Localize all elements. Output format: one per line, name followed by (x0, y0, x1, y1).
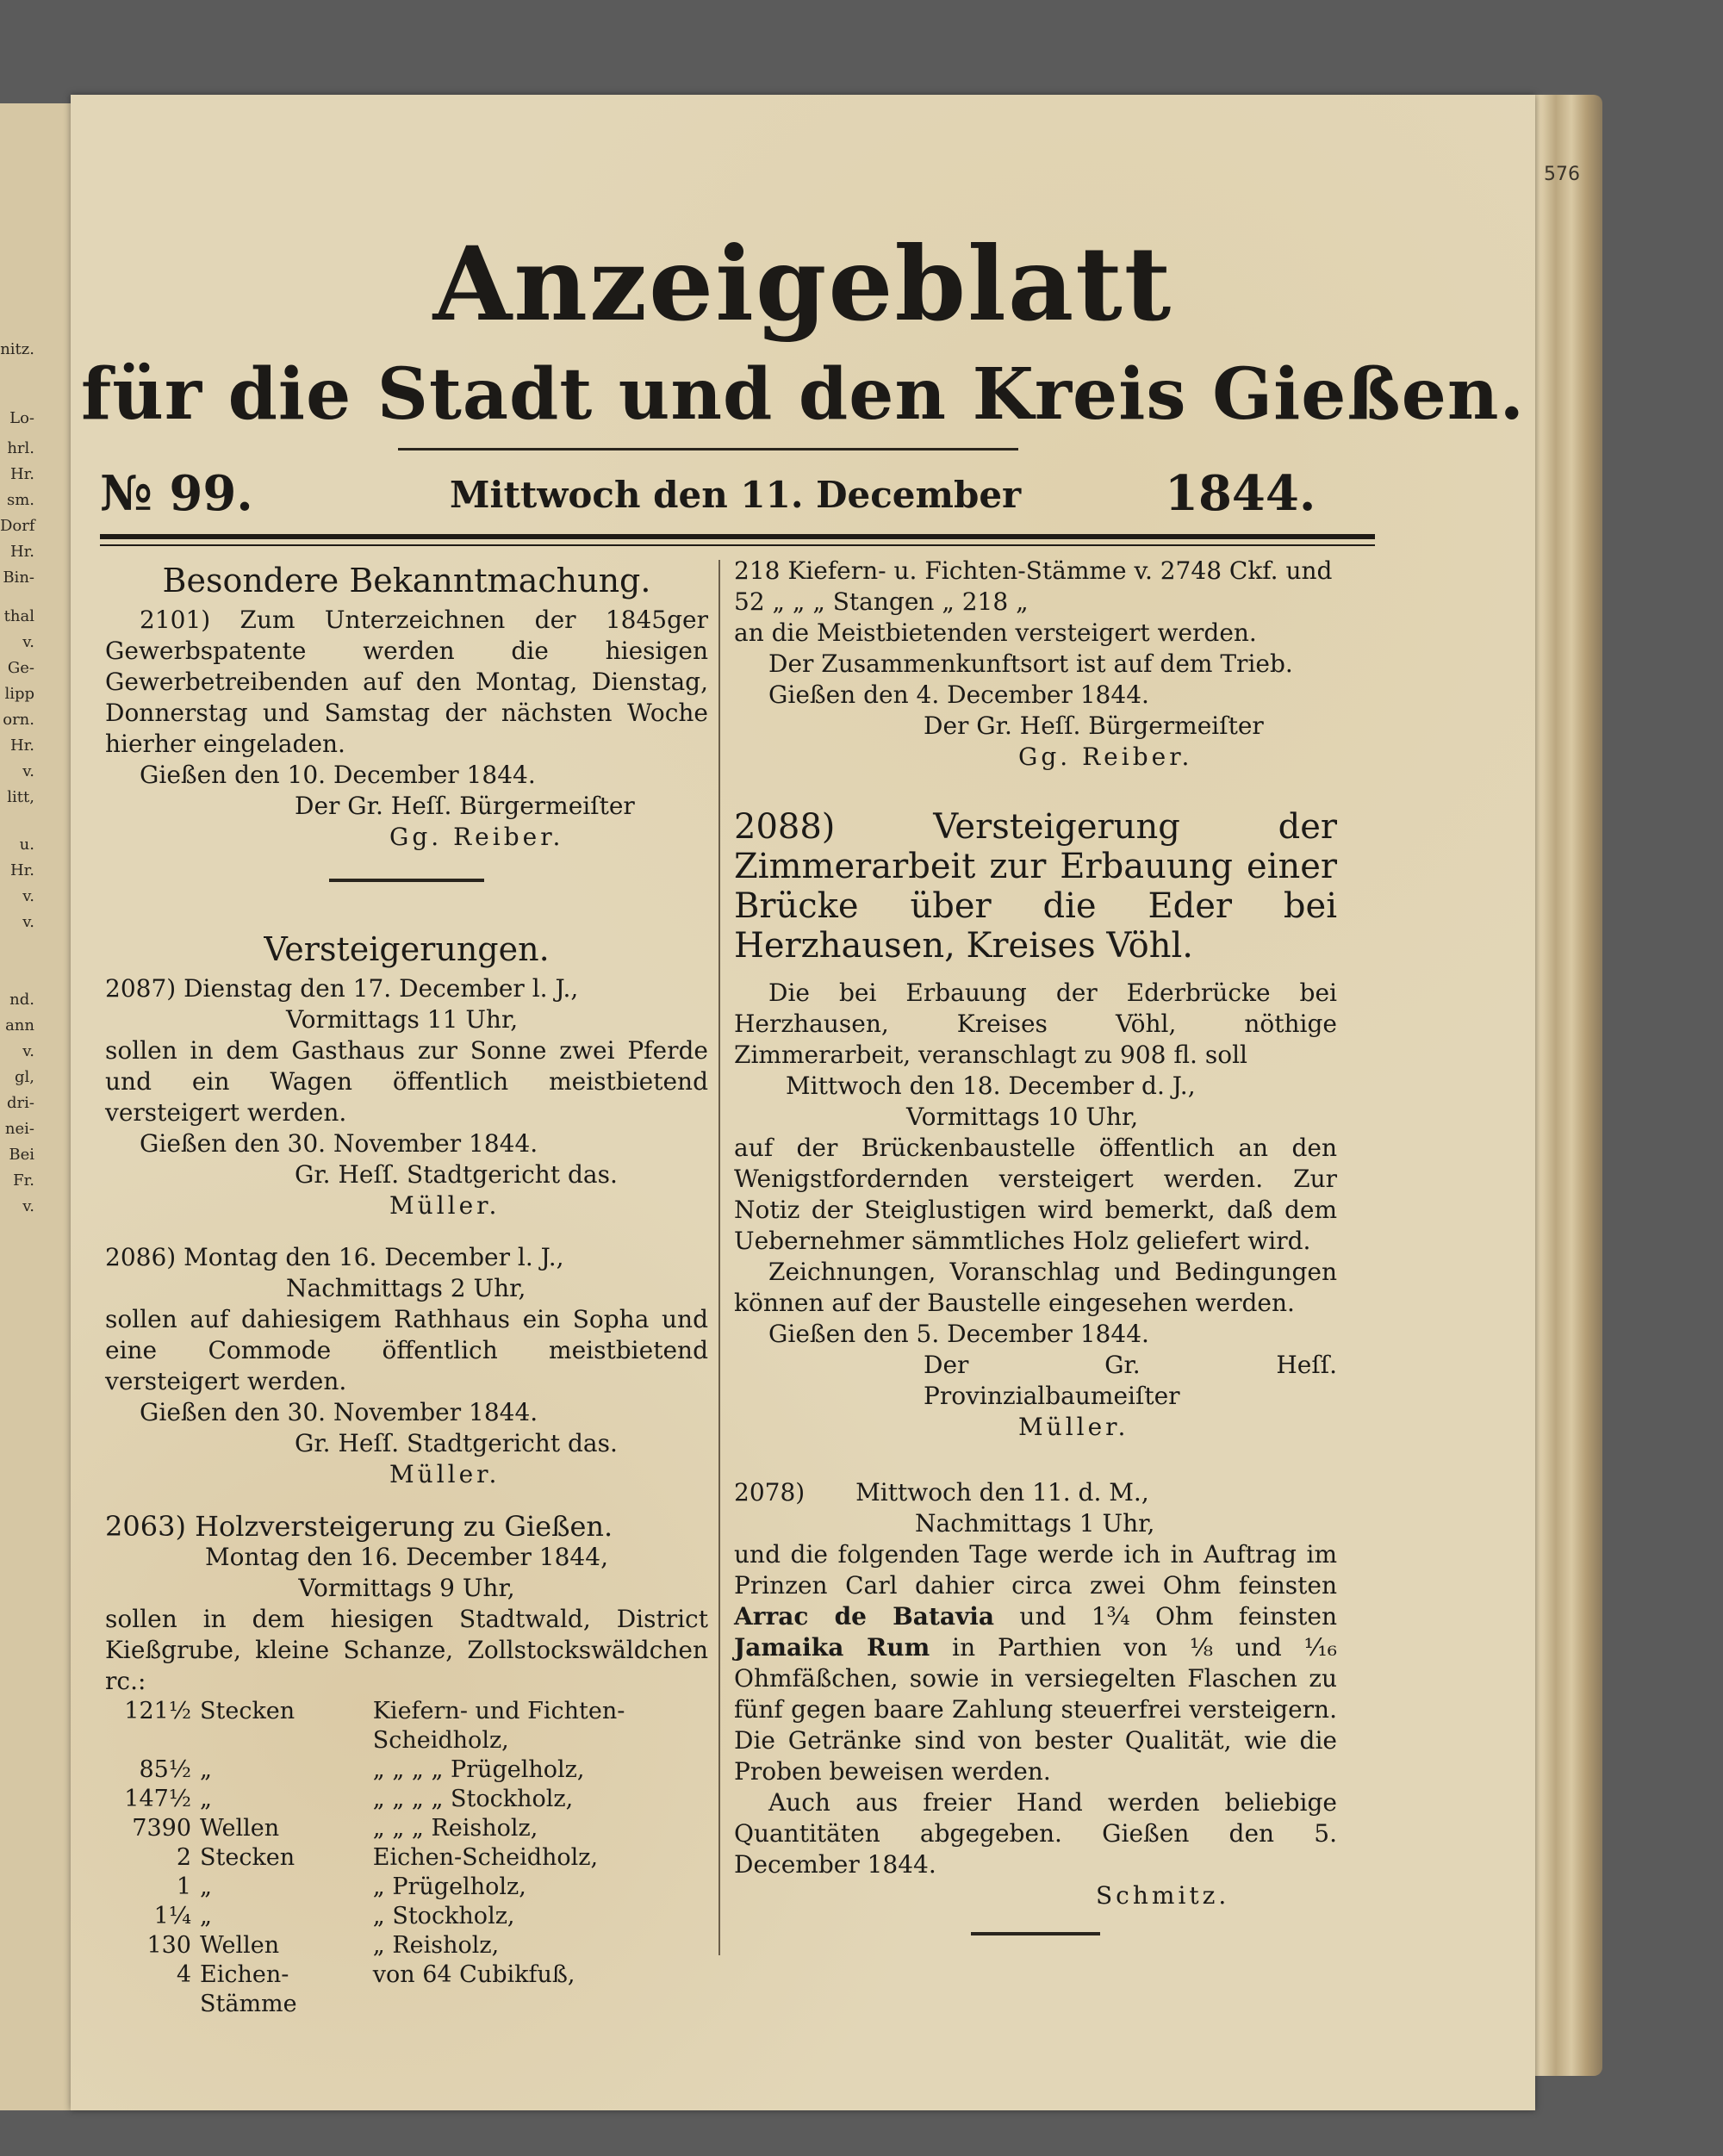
notice-number: 2063) (105, 1510, 186, 1543)
left-fragment: Dorf (0, 517, 35, 535)
notice-place-date: Gießen den 30. November 1844. (140, 1129, 538, 1158)
notice-title: Holzversteigerung zu Gießen. (195, 1510, 613, 1543)
left-fragment: thal (3, 607, 34, 625)
inventory-desc: „ Prügelholz, (372, 1873, 526, 1900)
section-rule (971, 1932, 1100, 1935)
dateline-rule (100, 534, 1375, 539)
notice-time: Nachmittags 2 Uhr, (286, 1274, 526, 1302)
left-fragment: Bin- (3, 569, 34, 587)
notice-body: sollen auf dahiesigem Rathhaus ein Sopha und eine Commode öffentlich meistbietend versteigert werden. (105, 1305, 708, 1395)
inventory-desc: „ Reisholz, (372, 1932, 500, 1959)
left-fragment: hrl. (7, 439, 34, 457)
notice-signer: Müller. (1018, 1413, 1129, 1441)
left-fragment: Hr. (9, 465, 34, 483)
inventory-unit: „ (200, 1756, 212, 1783)
notice-place-date: Gießen den 5. December 1844. (768, 1320, 1149, 1348)
notice-signer: Müller. (389, 1460, 501, 1488)
inventory-row (114, 1843, 708, 1873)
notice-2078 (734, 1477, 1337, 1911)
inventory-qty: 7390 (132, 1815, 191, 1842)
inventory-row (114, 1902, 708, 1931)
inventory-qty: 147½ (124, 1786, 191, 1812)
inventory-unit: Wellen (200, 1815, 280, 1842)
section-heading-versteigerungen: Versteigerungen. (264, 930, 550, 968)
inventory-desc: „ „ „ „ Stockholz, (372, 1786, 574, 1812)
inventory-desc: „ „ „ Reisholz, (372, 1815, 538, 1842)
notice-signer: Gg. Reiber. (389, 823, 564, 851)
notice-2086 (105, 1242, 708, 1490)
inventory-qty: 2 (176, 1844, 191, 1871)
dateline (71, 465, 1535, 534)
inventory-qty: 85½ (139, 1756, 191, 1783)
notice-body: Die bei Erbauung der Ederbrücke bei Herzhausen, Kreises Vöhl, nöthige Zimmerarbeit, veranschlagt zu 908 fl. soll (734, 979, 1337, 1069)
notice-signer-title: Gr. Heſſ. Stadtgericht das. (295, 1160, 618, 1189)
left-fragment: orn. (3, 711, 34, 729)
inventory-qty: 121½ (124, 1698, 191, 1724)
notice-signer: Müller. (389, 1191, 501, 1220)
notice-body: Auch aus freier Hand werden beliebige Quantitäten abgegeben. Gießen den 5. December 1844. (734, 1788, 1337, 1879)
notice-place-date: Gießen den 4. December 1844. (768, 680, 1149, 709)
right-column (734, 556, 1337, 1944)
left-fragment: Hr. (9, 861, 34, 879)
left-fragment: Hr. (9, 736, 34, 755)
notice-number: 2087) (105, 974, 177, 1003)
left-fragment: gl, (14, 1068, 34, 1086)
left-page-strip (0, 103, 76, 2110)
notice-signer: Gg. Reiber. (1018, 742, 1193, 771)
inventory-unit: „ (200, 1873, 212, 1900)
inventory-qty: 1¼ (153, 1903, 191, 1929)
notice-2063 (105, 1511, 708, 2019)
notice-when: Mittwoch den 11. d. M., (855, 1478, 1149, 1507)
left-fragment: v. (22, 1197, 34, 1215)
notice-time: Vormittags 11 Uhr, (286, 1005, 519, 1034)
inventory-unit: „ (200, 1786, 212, 1812)
notice-heading: Besondere Bekanntmachung. (162, 562, 651, 600)
notice-2088 (734, 807, 1337, 1443)
left-fragment: dri- (7, 1094, 34, 1112)
left-fragment: v. (22, 887, 34, 905)
left-fragment: v. (22, 762, 34, 780)
notice-body: 2101) Zum Unterzeichnen der 1845ger Gewerbspatente werden die hiesigen Gewerbetreibenden auf den Montag, Dienstag, Donnerstag und Samstag der nächsten Woche hierher eingeladen. (105, 606, 708, 758)
inventory-desc: Kiefern- und Fichten-Scheidholz, (372, 1698, 625, 1754)
inventory-desc: „ Stockholz, (372, 1903, 515, 1929)
notice-when: Montag den 16. December l. J., (183, 1243, 564, 1271)
notice-body: auf der Brückenbaustelle öffentlich an den Wenigstfordernden versteigert werden. Zur Notiz der Steiglustigen wird bemerkt, daß dem Uebernehmer sämmtliches Holz geliefert wird. (734, 1134, 1337, 1255)
left-fragment: ann (5, 1016, 34, 1035)
notice-body: Zeichnungen, Voranschlag und Bedingungen können auf der Baustelle eingesehen werden. (734, 1258, 1337, 1317)
newspaper-page (71, 95, 1535, 2110)
notice-2087 (105, 973, 708, 1221)
continued-line: 218 Kiefern- u. Fichten-Stämme v. 2748 Ckf. und (734, 556, 1333, 585)
inventory-unit: Stecken (200, 1698, 295, 1724)
notice-place-date: Gießen den 30. November 1844. (140, 1398, 538, 1426)
left-fragment: Fr. (13, 1171, 34, 1190)
notice-time: Vormittags 10 Uhr, (906, 1103, 1139, 1131)
left-fragment: Ge- (7, 659, 34, 677)
page-stack-edge (1525, 95, 1602, 2076)
notice-place-date: Gießen den 10. December 1844. (140, 761, 536, 789)
timber-inventory (114, 1697, 708, 2019)
inventory-row (114, 1755, 708, 1785)
inventory-qty: 130 (146, 1932, 191, 1959)
inventory-desc: von 64 Cubikfuß, (372, 1961, 575, 1988)
notice-body: und 1¾ Ohm feinsten (1019, 1602, 1337, 1631)
notice-body: und die folgenden Tage werde ich in Auftrag im Prinzen Carl dahier circa zwei Ohm feinsten (734, 1540, 1337, 1600)
notice-time: Nachmittags 1 Uhr, (915, 1509, 1155, 1538)
left-fragment: nei- (4, 1120, 34, 1138)
section-rule (329, 879, 484, 882)
notice-time: Vormittags 9 Uhr, (298, 1574, 515, 1602)
notice-signer-title: Der Gr. Heſſ. Bürgermeiſter (295, 792, 635, 820)
inventory-unit: Wellen (200, 1932, 280, 1959)
notice-when: Dienstag den 17. December l. J., (183, 974, 579, 1003)
masthead-title: Anzeigeblatt (432, 224, 1173, 344)
notice-title: Versteigerung der Zimmerarbeit zur Erbauung einer Brücke über die Eder bei Herzhausen, Kreises Vöhl. (734, 807, 1337, 966)
inventory-qty: 1 (176, 1873, 191, 1900)
inventory-row (114, 1960, 708, 2019)
inventory-unit: „ (200, 1903, 212, 1929)
inventory-unit: Stecken (200, 1844, 295, 1871)
notice-number: 2078) (734, 1478, 806, 1507)
bleed-page-number: 576 (1544, 164, 1580, 185)
left-column (105, 560, 708, 2040)
left-fragment: v. (22, 1042, 34, 1060)
inventory-qty: 4 (176, 1961, 191, 1988)
left-fragment: nd. (9, 991, 34, 1009)
masthead-divider (398, 448, 1018, 450)
continued-line: Der Zusammenkunftsort ist auf dem Trieb. (768, 649, 1293, 678)
left-fragment: sm. (6, 491, 34, 509)
notice-when: Mittwoch den 18. December d. J., (786, 1072, 1196, 1100)
notice-number: 2088) (734, 807, 836, 847)
left-fragment: Hr. (9, 543, 34, 561)
notice-signer-title: Gr. Heſſ. Stadtgericht das. (295, 1429, 618, 1457)
notice-when: Montag den 16. December 1844, (205, 1543, 608, 1571)
issue-number: № 99. (100, 465, 253, 522)
left-fragment: lipp (4, 685, 34, 703)
left-fragment: Lo- (9, 409, 34, 427)
notice-2101 (105, 562, 708, 853)
column-divider (718, 560, 720, 1955)
left-fragment: litt, (7, 788, 34, 806)
inventory-row (114, 1697, 708, 1755)
notice-number: 2086) (105, 1243, 177, 1271)
inventory-row (114, 1931, 708, 1960)
inventory-row (114, 1785, 708, 1814)
left-fragment: v. (22, 913, 34, 931)
masthead-subtitle: für die Stadt und den Kreis Gießen. (80, 353, 1526, 436)
left-fragment: Bei (9, 1146, 34, 1164)
left-fragment: nitz. (0, 340, 34, 358)
notice-signer-title: Der Gr. Heſſ. Provinzialbaumeiſter (924, 1351, 1337, 1410)
inventory-desc: Eichen-Scheidholz, (372, 1844, 599, 1871)
notice-body: sollen in dem hiesigen Stadtwald, District Kießgrube, kleine Schanze, Zollstockswäldchen rc.: (105, 1605, 708, 1695)
inventory-row (114, 1814, 708, 1843)
inventory-row (114, 1873, 708, 1902)
issue-date: Mittwoch den 11. December (450, 474, 1022, 516)
inventory-unit: Eichen-Stämme (200, 1961, 297, 2017)
inventory-desc: „ „ „ „ Prügelholz, (372, 1756, 585, 1783)
left-fragment: v. (22, 633, 34, 651)
notice-signer: Schmitz. (1096, 1881, 1230, 1910)
dateline-rule-thin (100, 544, 1375, 546)
notice-body: sollen in dem Gasthaus zur Sonne zwei Pferde und ein Wagen öffentlich meistbietend versteigert werden. (105, 1036, 708, 1127)
notice-body: in Parthien von ⅛ und ¹⁄₁₆ Ohmfäßchen, sowie in versiegelten Flaschen zu fünf gegen baare Zahlung steuerfrei versteigern. Die Getränke sind von bester Qualität, wie die Proben beweisen werden. (734, 1633, 1337, 1786)
issue-year: 1844. (1165, 465, 1316, 522)
product-rum: Jamaika Rum (734, 1633, 930, 1662)
left-fragment: u. (19, 836, 34, 854)
continued-line: 52 „ „ „ Stangen „ 218 „ (734, 587, 1029, 616)
product-arrac: Arrac de Batavia (734, 1602, 995, 1631)
notice-signer-title: Der Gr. Heſſ. Bürgermeiſter (924, 711, 1264, 740)
continued-line: an die Meistbietenden versteigert werden. (734, 618, 1257, 647)
notice-2063-continued (734, 556, 1337, 773)
